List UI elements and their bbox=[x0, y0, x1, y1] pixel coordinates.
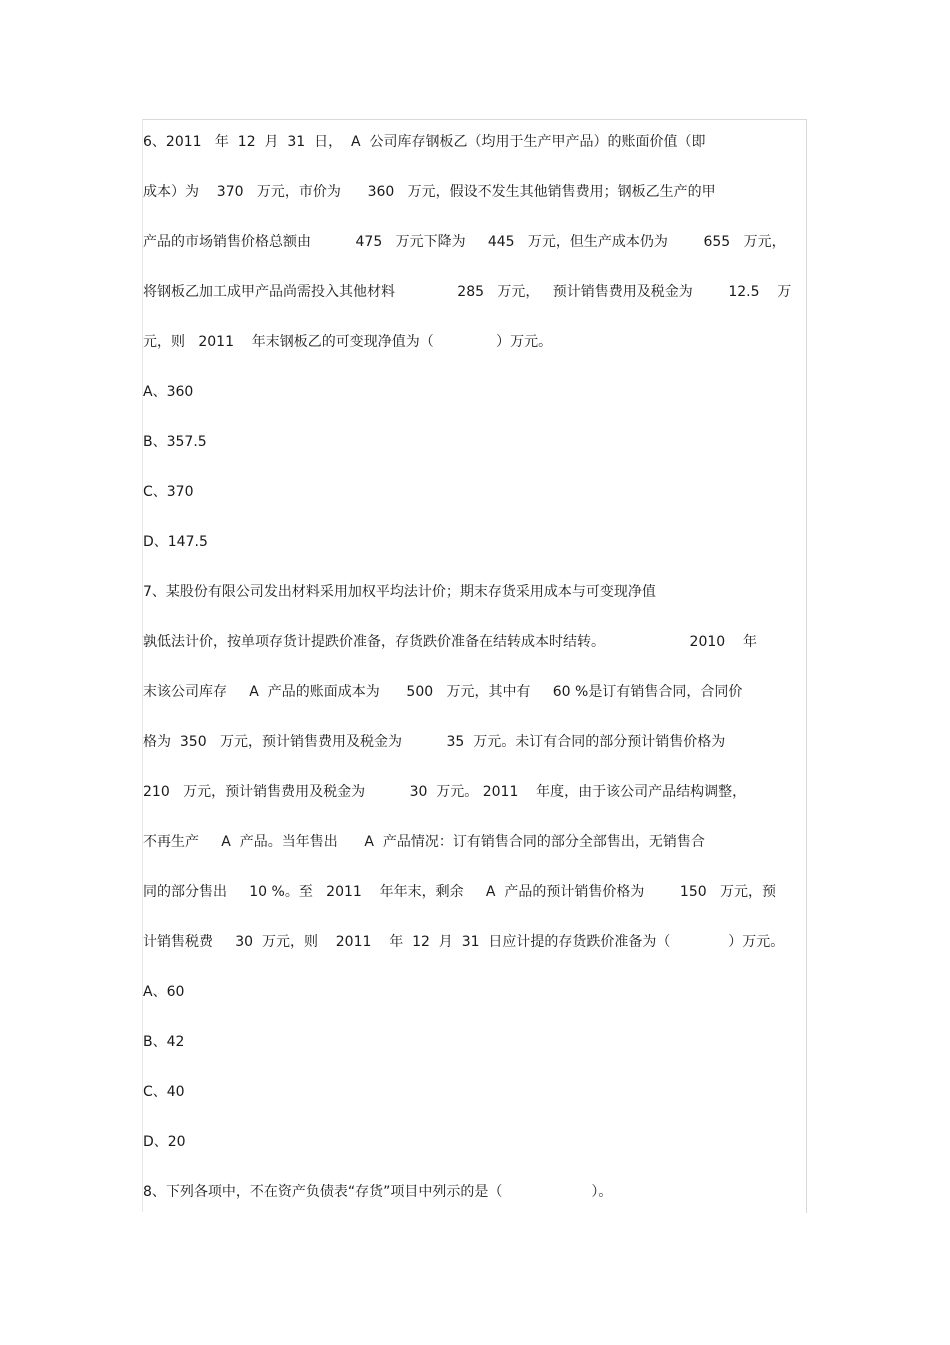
q6-text-line-3: 产品的市场销售价格总额由 475 万元下降为 445 万元，但生产成本仍为 655 万元， bbox=[143, 234, 786, 250]
q7-text-line-7: 同的部分售出 10 %。至 2011 年年末，剩余 A 产品的预计销售价格为 150 万元，预 bbox=[143, 884, 776, 900]
q7-text-line-8: 计销售税费 30 万元，则 2011 年 12 月 31 日应计提的存货跌价准备为（ ）万元。 bbox=[143, 934, 785, 950]
q6-option-a: A、360 bbox=[143, 384, 194, 400]
q8-text-line-1: 8、下列各项中，不在资产负债表“存货”项目中列示的是（ ）。 bbox=[143, 1184, 613, 1200]
q7-text-line-3: 末该公司库存 A 产品的账面成本为 500 万元，其中有 60 %是订有销售合同，合同价 bbox=[143, 684, 743, 700]
q7-option-c: C、40 bbox=[143, 1084, 185, 1100]
q6-option-b: B、357.5 bbox=[143, 434, 207, 450]
q7-text-line-5: 210 万元，预计销售费用及税金为 30 万元。 2011 年度，由于该公司产品结构调整， bbox=[143, 784, 747, 800]
q7-text-line-1: 7、某股份有限公司发出材料采用加权平均法计价；期末存货采用成本与可变现净值 bbox=[143, 584, 656, 600]
q6-text-line-2: 成本）为 370 万元，市价为 360 万元，假设不发生其他销售费用；钢板乙生产的甲 bbox=[143, 184, 716, 200]
q7-option-b: B、42 bbox=[143, 1034, 185, 1050]
q7-option-d: D、20 bbox=[143, 1134, 186, 1150]
q7-text-line-6: 不再生产 A 产品。当年售出 A 产品情况：订有销售合同的部分全部售出，无销售合 bbox=[143, 834, 705, 850]
q6-option-c: C、370 bbox=[143, 484, 194, 500]
q6-text-line-4: 将钢板乙加工成甲产品尚需投入其他材料 285 万元， 预计销售费用及税金为 12.5 万 bbox=[143, 284, 792, 300]
q6-text-line-5: 元，则 2011 年末钢板乙的可变现净值为（ ）万元。 bbox=[143, 334, 553, 350]
q6-text-line-1: 6、2011 年 12 月 31 日， A 公司库存钢板乙（均用于生产甲产品）的账面价值（即 bbox=[143, 134, 706, 150]
q6-option-d: D、147.5 bbox=[143, 534, 208, 550]
q7-option-a: A、60 bbox=[143, 984, 185, 1000]
q7-text-line-2: 孰低法计价，按单项存货计提跌价准备，存货跌价准备在结转成本时结转。 2010 年 bbox=[143, 634, 757, 650]
q7-text-line-4: 格为 350 万元，预计销售费用及税金为 35 万元。未订有合同的部分预计销售价格为 bbox=[143, 734, 726, 750]
